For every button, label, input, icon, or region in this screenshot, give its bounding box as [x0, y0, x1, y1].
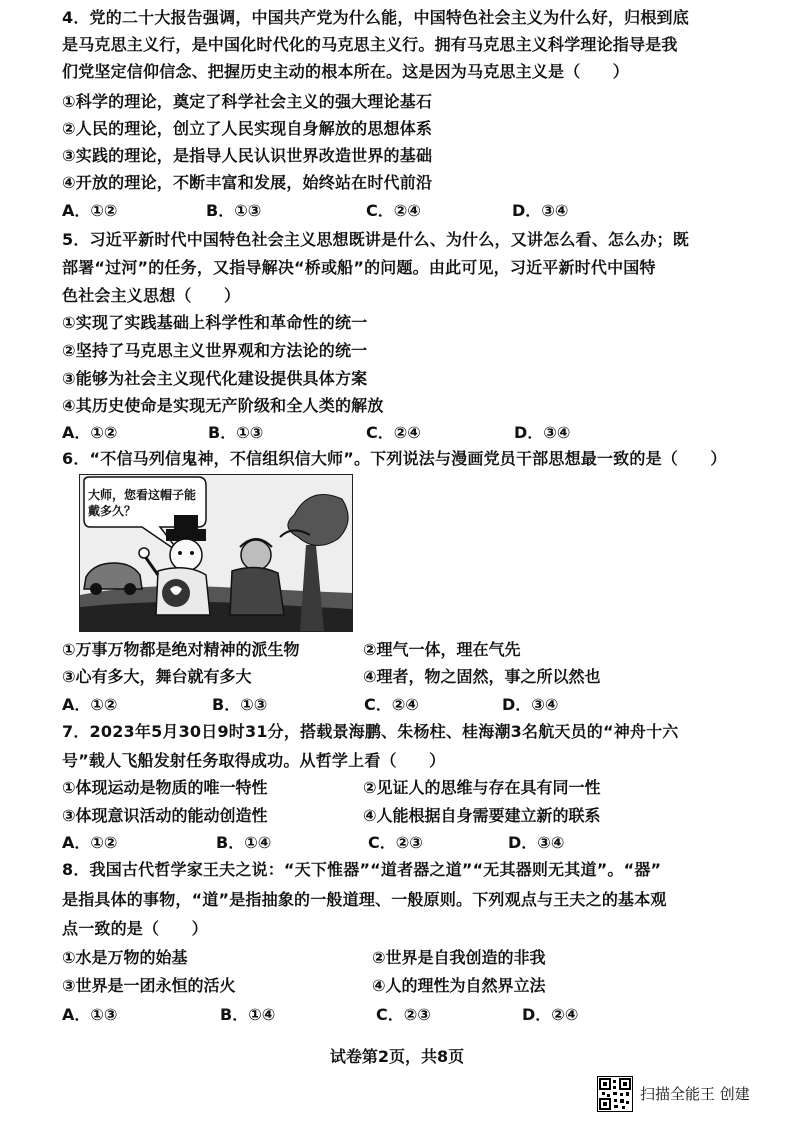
- question-5-statement-3: ③能够为社会主义现代化建设提供具体方案: [62, 369, 368, 388]
- option-a: A．①②: [62, 695, 118, 714]
- statement-3: ③体现意识活动的能动创造性: [62, 806, 268, 825]
- question-5-stem-line-1: 5．习近平新时代中国特色社会主义思想既讲是什么、为什么，又讲怎么看、怎么办；既: [62, 230, 689, 249]
- statement-2: ②理气一体，理在气先: [363, 640, 521, 659]
- option-d: D．③④: [512, 201, 569, 220]
- option-a: A．①②: [62, 423, 118, 442]
- option-c: C．②③: [368, 833, 423, 852]
- question-5-statement-1: ①实现了实践基础上科学性和革命性的统一: [62, 313, 368, 332]
- statement-3: ③世界是一团永恒的活火: [62, 976, 236, 995]
- question-4-stem-line-1: 4．党的二十大报告强调，中国共产党为什么能，中国特色社会主义为什么好，归根到底: [62, 8, 689, 27]
- option-c: C．②④: [366, 201, 421, 220]
- question-5-statement-4: ④其历史使命是实现无产阶级和全人类的解放: [62, 396, 384, 415]
- option-c: C．②④: [364, 695, 419, 714]
- option-d: D．③④: [502, 695, 559, 714]
- question-4-statement-1: ①科学的理论，奠定了科学社会主义的强大理论基石: [62, 92, 433, 111]
- question-5-stem-line-2: 部署“过河”的任务，又指导解决“桥或船”的问题。由此可见，习近平新时代中国特: [62, 258, 656, 277]
- option-b: B．①③: [212, 695, 268, 714]
- question-5-stem-line-3: 色社会主义思想（ ）: [62, 286, 241, 305]
- question-8-stem-line-3: 点一致的是（ ）: [62, 919, 208, 938]
- cartoon-caption: 大师，您看这帽子能戴多久？: [88, 488, 197, 518]
- page-footer: 试卷第2页，共8页: [329, 1047, 465, 1066]
- qr-code-icon: [597, 1076, 633, 1112]
- question-8-stem-line-2: 是指具体的事物，“道”是指抽象的一般道理、一般原则。下列观点与王夫之的基本观: [62, 890, 667, 909]
- statement-4: ④人的理性为自然界立法: [372, 976, 546, 995]
- option-b: B．①④: [216, 833, 272, 852]
- question-5-statement-2: ②坚持了马克思主义世界观和方法论的统一: [62, 341, 368, 360]
- scanner-watermark: 扫描全能王 创建: [640, 1085, 750, 1103]
- question-4-statement-4: ④开放的理论，不断丰富和发展，始终站在时代前沿: [62, 173, 433, 192]
- option-a: A．①②: [62, 201, 118, 220]
- question-4-stem-line-2: 是马克思主义行，是中国化时代化的马克思主义行。拥有马克思主义科学理论指导是我: [62, 35, 678, 54]
- option-d: D．③④: [514, 423, 571, 442]
- question-4-statement-2: ②人民的理论，创立了人民实现自身解放的思想体系: [62, 119, 433, 138]
- question-7-stem-line-1: 7．2023年5月30日9时31分，搭载景海鹏、朱杨柱、桂海潮3名航天员的“神舟十六: [62, 722, 679, 741]
- statement-2: ②世界是自我创造的非我: [372, 948, 546, 967]
- cartoon-illustration: [79, 474, 353, 632]
- option-c: C．②④: [366, 423, 421, 442]
- option-a: A．①②: [62, 833, 118, 852]
- question-4-stem-line-3: 们党坚定信仰信念、把握历史主动的根本所在。这是因为马克思主义是（ ）: [62, 62, 630, 81]
- statement-4: ④理者，物之固然，事之所以然也: [363, 667, 601, 686]
- question-6-stem-line-1: 6．“不信马列信鬼神，不信组织信大师”。下列说法与漫画党员干部思想最一致的是（ ）: [62, 449, 727, 468]
- statement-3: ③心有多大，舞台就有多大: [62, 667, 252, 686]
- question-8-stem-line-1: 8．我国古代哲学家王夫之说：“天下惟器”“道者器之道”“无其器则无其道”。“器”: [62, 860, 662, 879]
- option-d: D．③④: [508, 833, 565, 852]
- statement-1: ①水是万物的始基: [62, 948, 188, 967]
- question-7-stem-line-2: 号”载人飞船发射任务取得成功。从哲学上看（ ）: [62, 751, 446, 770]
- statement-2: ②见证人的思维与存在具有同一性: [363, 778, 601, 797]
- statement-4: ④人能根据自身需要建立新的联系: [363, 806, 601, 825]
- statement-1: ①万事万物都是绝对精神的派生物: [62, 640, 300, 659]
- option-b: B．①④: [220, 1005, 276, 1024]
- option-a: A．①③: [62, 1005, 118, 1024]
- option-d: D．②④: [522, 1005, 579, 1024]
- option-b: B．①③: [206, 201, 262, 220]
- statement-1: ①体现运动是物质的唯一特性: [62, 778, 268, 797]
- option-b: B．①③: [208, 423, 264, 442]
- option-c: C．②③: [376, 1005, 431, 1024]
- question-4-statement-3: ③实践的理论，是指导人民认识世界改造世界的基础: [62, 146, 433, 165]
